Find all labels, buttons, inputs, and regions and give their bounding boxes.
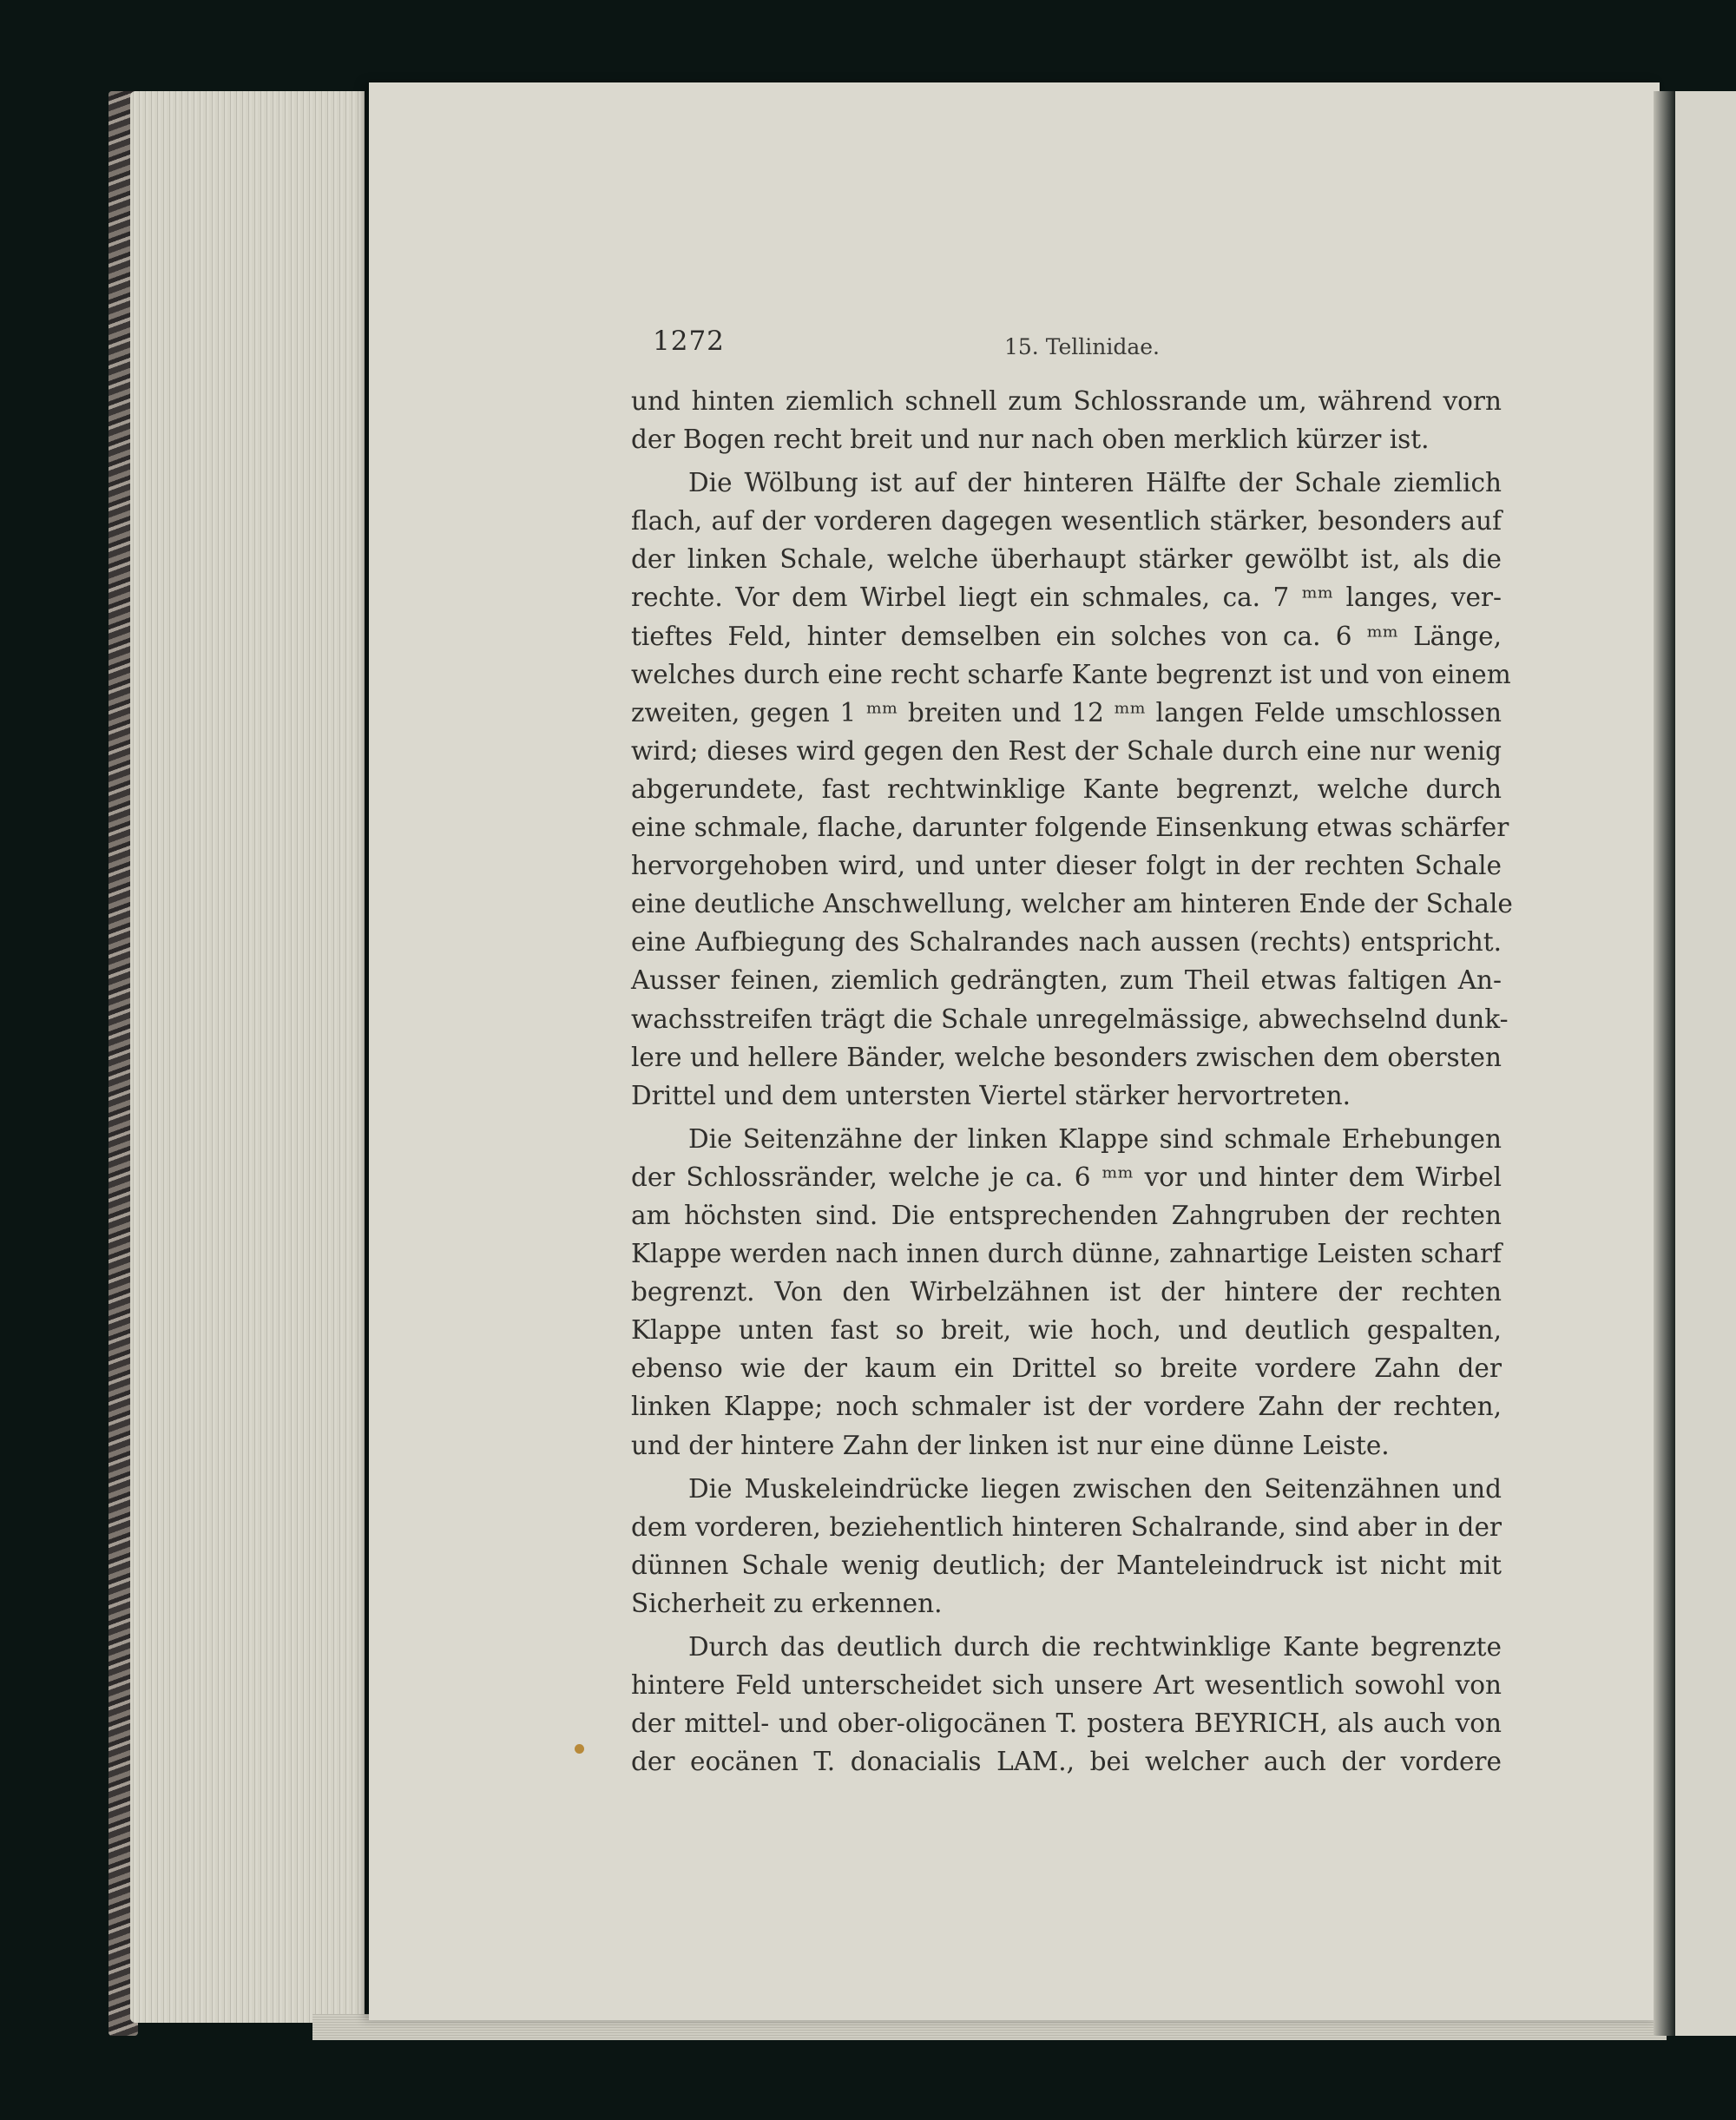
text-line: zweiten, gegen 1 ᵐᵐ breiten und 12 ᵐᵐ langen Felde umschlossen [631,697,1502,728]
text-line: abgerundete, fast rechtwinklige Kante begrenzt, welche durch [631,774,1502,804]
text-line: der mittel- und ober-oligocänen T. postera BEYRICH, als auch von [631,1709,1502,1739]
text-line: Drittel und dem untersten Viertel stärker hervortreten. [631,1080,1351,1110]
text-line: und hinten ziemlich schnell zum Schlossrande um, während vorn [631,386,1502,416]
page-stack-edge [130,91,365,2023]
text-line: dünnen Schale wenig deutlich; der Manteleindruck ist nicht mit [631,1550,1502,1580]
body-text [631,382,1513,1781]
text-line: Die Seitenzähne der linken Klappe sind schmale Erhebungen [688,1123,1502,1154]
text-line: dem vorderen, beziehentlich hinteren Schalrande, sind aber in der [631,1511,1502,1542]
text-line: eine schmale, flache, darunter folgende Einsenkung etwas schärfer [631,813,1509,843]
text-line: Klappe unten fast so breit, wie hoch, und deutlich gespalten, [631,1315,1502,1346]
text-line: Sicherheit zu erkennen. [631,1588,943,1618]
text-line: der Schlossränder, welche je ca. 6 ᵐᵐ vor und hinter dem Wirbel [631,1162,1502,1192]
text-line: linken Klappe; noch schmaler ist der vordere Zahn der rechten, [631,1392,1502,1422]
text-line: lere und hellere Bänder, welche besonders zwischen dem obersten [631,1042,1502,1072]
text-line: Ausser feinen, ziemlich gedrängten, zum Theil etwas faltigen An- [631,965,1502,996]
text-line: Die Wölbung ist auf der hinteren Hälfte der Schale ziemlich [688,468,1502,498]
text-line: der Bogen recht breit und nur nach oben merklich kürzer ist. [631,425,1430,455]
text-line: am höchsten sind. Die entsprechenden Zahngruben der rechten [631,1200,1502,1230]
text-line: hintere Feld unterscheidet sich unsere Art wesentlich sowohl von [631,1670,1502,1701]
text-line: begrenzt. Von den Wirbelzähnen ist der hintere der rechten [631,1277,1502,1307]
running-head [653,326,1503,369]
text-line: hervorgehoben wird, und unter dieser folgt in der rechten Schale [631,851,1502,881]
page-number: 1272 [653,326,725,357]
text-line: flach, auf der vorderen dagegen wesentlich stärker, besonders auf [631,506,1502,537]
text-line: eine Aufbiegung des Schalrandes nach aussen (rechts) entspricht. [631,927,1502,958]
text-line: der linken Schale, welche überhaupt stärker gewölbt ist, als die [631,544,1502,575]
text-line: ebenso wie der kaum ein Drittel so breite vordere Zahn der [631,1353,1502,1384]
text-line: eine deutliche Anschwellung, welcher am hinteren Ende der Schale [631,889,1513,919]
text-line: wird; dieses wird gegen den Rest der Schale durch eine nur wenig [631,735,1502,766]
facing-page-edge [1675,91,1736,2036]
text-line: Klappe werden nach innen durch dünne, zahnartige Leisten scharf [631,1239,1502,1269]
paper-speck [575,1744,584,1754]
section-title: 15. Tellinidae. [1004,334,1160,359]
text-line: und der hintere Zahn der linken ist nur eine dünne Leiste. [631,1430,1390,1460]
text-line: tieftes Feld, hinter demselben ein solches von ca. 6 ᵐᵐ Länge, [631,621,1502,651]
text-line: Durch das deutlich durch die rechtwinklige Kante begrenzte [688,1632,1502,1662]
text-line: wachsstreifen trägt die Schale unregelmässige, abwechselnd dunk- [631,1004,1509,1034]
text-line: rechte. Vor dem Wirbel liegt ein schmales, ca. 7 ᵐᵐ langes, ver- [631,583,1502,613]
text-line: welches durch eine recht scharfe Kante begrenzt ist und von einem [631,659,1511,689]
text-line: Die Muskeleindrücke liegen zwischen den Seitenzähnen und [688,1473,1502,1504]
book-gutter [1654,91,1675,2036]
text-line: der eocänen T. donacialis LAM., bei welcher auch der vordere [631,1747,1502,1777]
